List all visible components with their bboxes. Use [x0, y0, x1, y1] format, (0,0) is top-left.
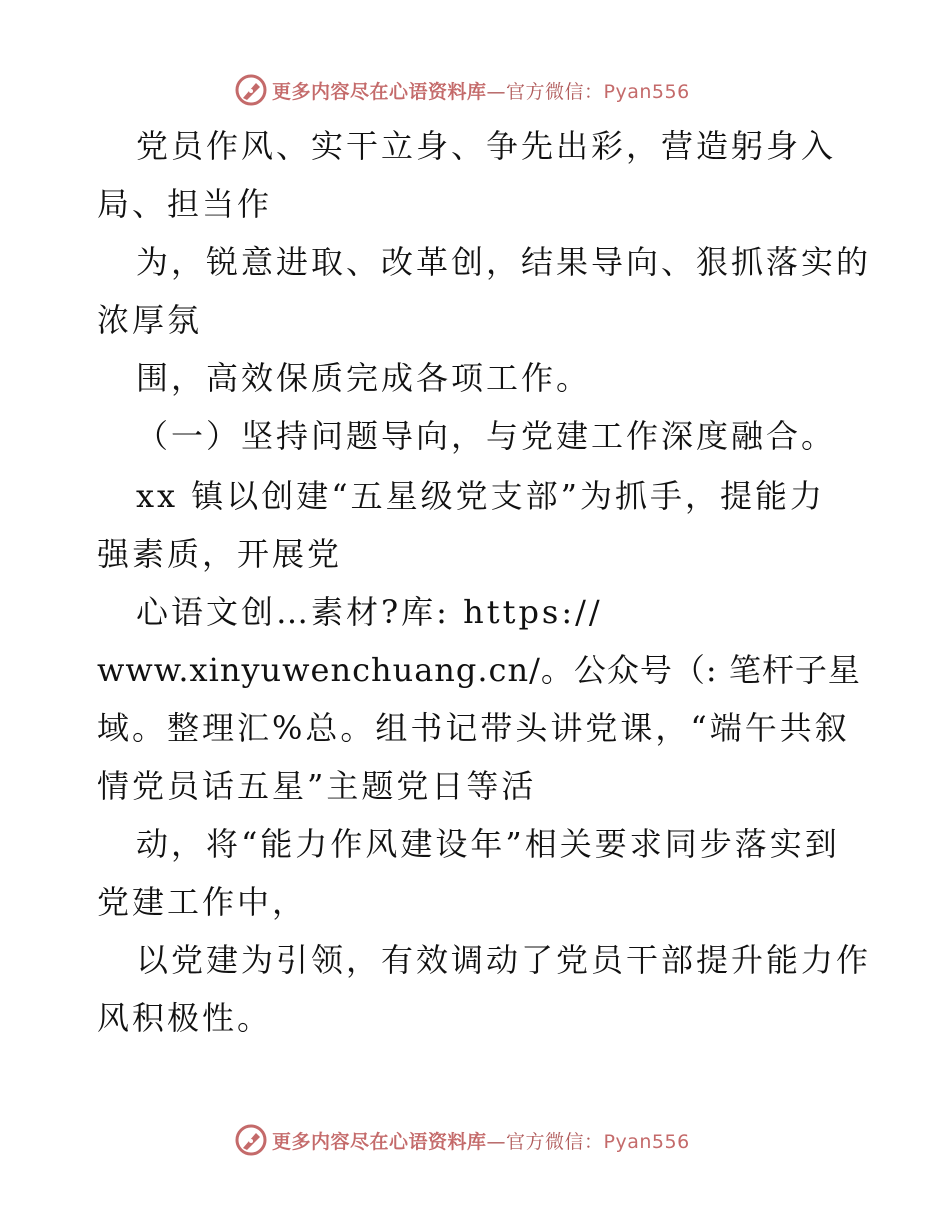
watermark-site: 更多内容尽在心语资料库: [272, 1130, 487, 1153]
text-line: 党建工作中，: [97, 883, 308, 921]
text-line: 情党员话五星”主题党日等活: [97, 767, 537, 805]
text-line: 党员作风、实干立身、争先出彩，营造躬身入: [136, 127, 837, 165]
text-line: xx 镇以创建“五星级党支部”为抓手，提能力: [136, 477, 825, 515]
text-line: www.xinyuwenchuang.cn/。公众号（: 笔杆子星: [97, 651, 861, 689]
text-line: 以党建为引领，有效调动了党员干部提升能力作: [136, 941, 872, 979]
pen-nib-circle-icon: [234, 1123, 268, 1157]
text-line: 风积极性。: [97, 999, 273, 1037]
watermark-text: [272, 77, 690, 104]
text-line: 域。整理汇%总。组书记带头讲党课，“端午共叙: [97, 709, 850, 747]
section-heading: （一）坚持问题导向，与党建工作深度融合。: [136, 417, 837, 455]
text-line: 为，锐意进取、改革创，结果导向、狠抓落实的: [136, 243, 872, 281]
text-line: 浓厚氛: [97, 301, 203, 339]
watermark-wechat-label: —官方微信：: [486, 80, 604, 103]
watermark-text: [272, 1127, 690, 1154]
watermark-wechat-id: Pyan556: [603, 80, 690, 103]
watermark-site: 更多内容尽在心语资料库: [272, 80, 487, 103]
footer-watermark: [234, 1122, 714, 1158]
text-line: 局、担当作: [97, 185, 273, 223]
header-watermark: [234, 72, 714, 108]
text-line: 动，将“能力作风建设年”相关要求同步落实到: [136, 825, 840, 863]
watermark-wechat-label: —官方微信：: [486, 1130, 604, 1153]
watermark-wechat-id: Pyan556: [603, 1130, 690, 1153]
text-line: 强素质，开展党: [97, 535, 343, 573]
pen-nib-circle-icon: [234, 73, 268, 107]
text-line: 心语文创…素材?库: https://: [136, 593, 603, 631]
text-line: 围，高效保质完成各项工作。: [136, 359, 592, 397]
